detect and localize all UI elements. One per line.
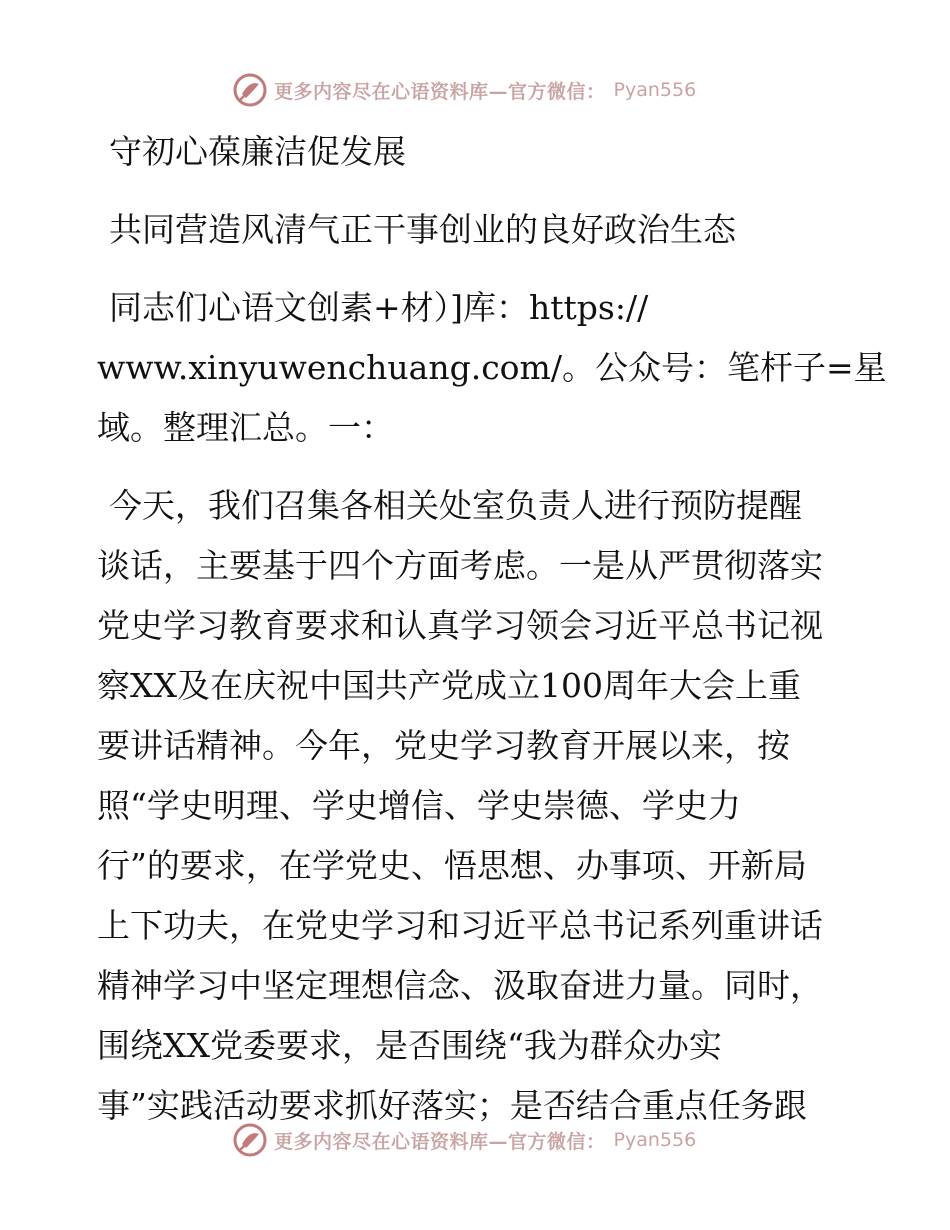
header-contact-id: Pyan556 [613, 79, 697, 101]
body-paragraph [97, 476, 857, 1136]
body-line: 行”的要求，在学党史、悟思想、办事项、开新局 [97, 846, 807, 885]
document-subtitle: 共同营造风清气正干事创业的良好政治生态 [109, 210, 736, 249]
header-banner [232, 70, 696, 110]
body-line: 照“学史明理、学史增信、学史崇德、学史力 [97, 786, 741, 825]
footer-banner [232, 1120, 696, 1160]
body-line: 上下功夫，在党史学习和习近平总书记系列重讲话 [97, 906, 823, 945]
intro-line: 同志们心语文创素+材）]库：https:// [109, 288, 649, 327]
document-body [97, 122, 887, 1136]
intro-line: 域。整理汇总。一： [97, 408, 394, 447]
body-line: 谈话，主要基于四个方面考虑。一是从严贯彻落实 [97, 546, 823, 585]
body-line: 事”实践活动要求抓好落实；是否结合重点任务跟 [97, 1086, 807, 1125]
body-line: 今天，我们召集各相关处室负责人进行预防提醒 [109, 486, 802, 525]
footer-contact-id: Pyan556 [613, 1129, 697, 1151]
body-line: 察XX及在庆祝中国共产党成立100周年大会上重 [97, 666, 801, 705]
brand-logo-icon [232, 72, 268, 108]
footer-brand-text: 更多内容尽在心语资料库—官方微信： [274, 1130, 606, 1153]
intro-paragraph [97, 278, 887, 458]
body-line: 精神学习中坚定理想信念、汲取奋进力量。同时， [97, 966, 823, 1005]
header-brand-text: 更多内容尽在心语资料库—官方微信： [274, 80, 606, 103]
body-line: 要讲话精神。今年，党史学习教育开展以来，按 [97, 726, 790, 765]
document-title: 守初心葆廉洁促发展 [109, 132, 406, 171]
intro-line: www.xinyuwenchuang.com/。公众号：笔杆子=星 [97, 348, 887, 387]
body-line: 围绕XX党委要求，是否围绕“我为群众办实 [97, 1026, 722, 1065]
body-line: 党史学习教育要求和认真学习领会习近平总书记视 [97, 606, 823, 645]
brand-logo-icon [232, 1122, 268, 1158]
